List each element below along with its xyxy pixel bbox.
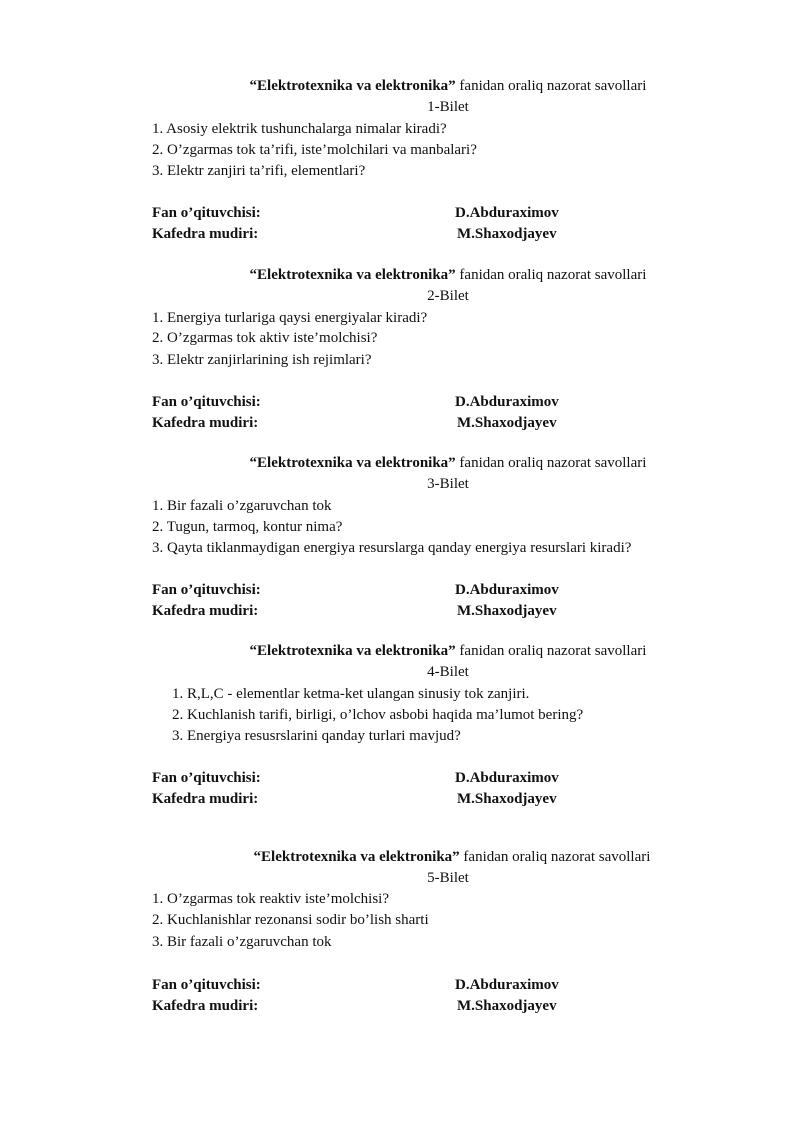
ticket-title bbox=[0, 641, 800, 661]
subject-name: “Elektrotexnika va elektronika” bbox=[249, 78, 456, 94]
ticket-title bbox=[0, 265, 800, 285]
question-2: 2. Kuchlanishlar rezonansi sodir bo’lish sharti bbox=[152, 912, 429, 928]
question-2: 2. Tugun, tarmoq, kontur nima? bbox=[152, 519, 343, 535]
teacher-name: D.Abduraximov bbox=[455, 977, 559, 993]
question-1: 1. O’zgarmas tok reaktiv iste’molchisi? bbox=[152, 891, 390, 907]
question-2: 2. Kuchlanish tarifi, birligi, o’lchov asbobi haqida ma’lumot bering? bbox=[172, 707, 584, 723]
question-1: 1. R,L,C - elementlar ketma-ket ulangan sinusiy tok zanjiri. bbox=[172, 686, 530, 702]
teacher-label: Fan o’qituvchisi: bbox=[152, 582, 261, 598]
question-3: 3. Elektr zanjirlarining ish rejimlari? bbox=[152, 352, 372, 368]
subject-name: “Elektrotexnika va elektronika” bbox=[253, 849, 460, 865]
title-rest: fanidan oraliq nazorat savollari bbox=[455, 455, 647, 471]
question-1: 1. Bir fazali o’zgaruvchan tok bbox=[152, 498, 332, 514]
ticket-title bbox=[0, 453, 800, 473]
subject-name: “Elektrotexnika va elektronika” bbox=[249, 643, 456, 659]
ticket-number: 5-Bilet bbox=[427, 870, 469, 886]
question-3: 3. Elektr zanjiri ta’rifi, elementlari? bbox=[152, 163, 366, 179]
title-rest: fanidan oraliq nazorat savollari bbox=[455, 643, 647, 659]
title-rest: fanidan oraliq nazorat savollari bbox=[455, 78, 647, 94]
head-name: M.Shaxodjayev bbox=[457, 226, 557, 242]
ticket-number: 4-Bilet bbox=[427, 664, 469, 680]
head-label: Kafedra mudiri: bbox=[152, 603, 259, 619]
question-3: 3. Bir fazali o’zgaruvchan tok bbox=[152, 934, 332, 950]
teacher-name: D.Abduraximov bbox=[455, 394, 559, 410]
head-name: M.Shaxodjayev bbox=[457, 998, 557, 1014]
head-name: M.Shaxodjayev bbox=[457, 415, 557, 431]
subject-name: “Elektrotexnika va elektronika” bbox=[249, 267, 456, 283]
subject-name: “Elektrotexnika va elektronika” bbox=[249, 455, 456, 471]
question-1: 1. Energiya turlariga qaysi energiyalar kiradi? bbox=[152, 310, 428, 326]
head-label: Kafedra mudiri: bbox=[152, 791, 259, 807]
question-2: 2. O’zgarmas tok aktiv iste’molchisi? bbox=[152, 330, 378, 346]
question-3: 3. Qayta tiklanmaydigan energiya resurslarga qanday energiya resurslari kiradi? bbox=[152, 540, 632, 556]
ticket-title bbox=[0, 76, 800, 96]
teacher-name: D.Abduraximov bbox=[455, 205, 559, 221]
ticket-number: 1-Bilet bbox=[427, 99, 469, 115]
head-label: Kafedra mudiri: bbox=[152, 226, 259, 242]
head-label: Kafedra mudiri: bbox=[152, 998, 259, 1014]
question-3: 3. Energiya resusrslarini qanday turlari mavjud? bbox=[172, 728, 461, 744]
teacher-name: D.Abduraximov bbox=[455, 582, 559, 598]
title-rest: fanidan oraliq nazorat savollari bbox=[455, 267, 647, 283]
head-label: Kafedra mudiri: bbox=[152, 415, 259, 431]
teacher-label: Fan o’qituvchisi: bbox=[152, 205, 261, 221]
ticket-title bbox=[0, 847, 800, 867]
question-2: 2. O’zgarmas tok ta’rifi, iste’molchilari va manbalari? bbox=[152, 142, 477, 158]
teacher-label: Fan o’qituvchisi: bbox=[152, 770, 261, 786]
teacher-label: Fan o’qituvchisi: bbox=[152, 977, 261, 993]
ticket-number: 2-Bilet bbox=[427, 288, 469, 304]
head-name: M.Shaxodjayev bbox=[457, 603, 557, 619]
title-rest: fanidan oraliq nazorat savollari bbox=[459, 849, 651, 865]
head-name: M.Shaxodjayev bbox=[457, 791, 557, 807]
teacher-name: D.Abduraximov bbox=[455, 770, 559, 786]
ticket-number: 3-Bilet bbox=[427, 476, 469, 492]
question-1: 1. Asosiy elektrik tushunchalarga nimalar kiradi? bbox=[152, 121, 447, 137]
teacher-label: Fan o’qituvchisi: bbox=[152, 394, 261, 410]
